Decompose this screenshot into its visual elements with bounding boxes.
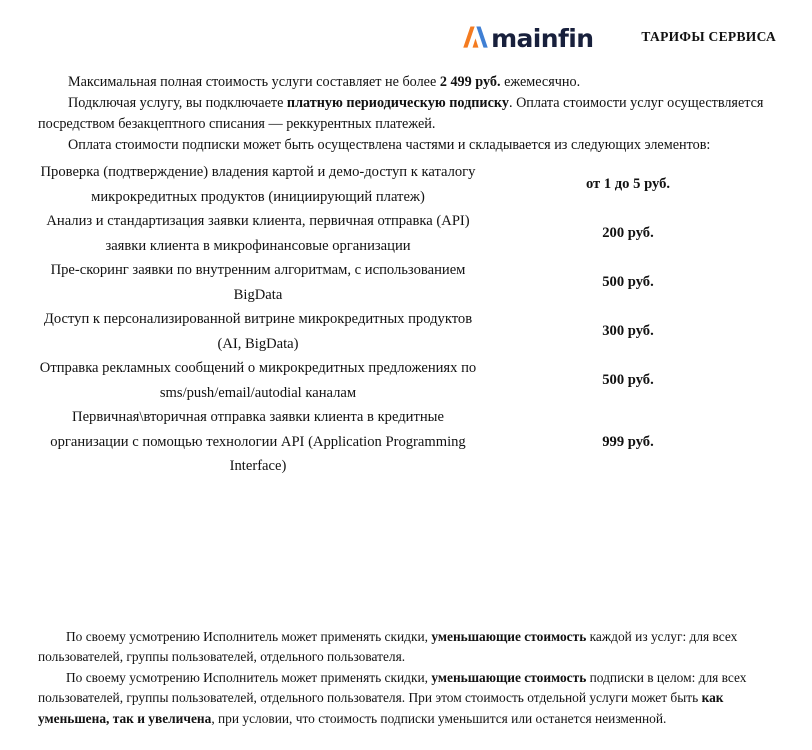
tariff-price: от 1 до 5 руб. [585, 176, 671, 193]
outro-paragraph-1 [38, 627, 786, 668]
intro-paragraph-1 [38, 72, 778, 93]
tariff-price: 999 руб. [602, 433, 654, 450]
tariff-service-name: Анализ и стандартизация заявки клиента, первичная отправка (API) заявки клиента в микрофинансовые организации [46, 213, 470, 254]
outro-p2-text-before: По своему усмотрению Исполнитель может применять скидки, [66, 669, 432, 685]
tariff-service-name: Отправка рекламных сообщений о микрокредитных предложениях по sms/push/email/autodial каналам [39, 360, 477, 401]
intro-p2-emphasis: платную периодическую подписку [286, 95, 509, 111]
tariff-price: 200 руб. [602, 225, 654, 242]
tariff-price: 300 руб. [602, 323, 654, 340]
document-header [0, 14, 812, 60]
tariff-table-body [38, 160, 778, 479]
tariff-service-name: Доступ к персонализированной витрине микрокредитных продуктов (AI, BigData) [43, 311, 473, 352]
table-row [38, 160, 778, 209]
intro-paragraph-2 [38, 93, 778, 135]
mainfin-a-mark-icon [462, 24, 489, 51]
table-row [38, 356, 778, 405]
tariff-price: 500 руб. [602, 274, 654, 291]
tariff-table [38, 160, 778, 479]
table-row [38, 405, 778, 479]
intro-section [38, 72, 778, 156]
outro-p2-emphasis-1: уменьшающие стоимость [431, 669, 587, 685]
intro-paragraph-3: Оплата стоимости подписки может быть осуществлена частями и складывается из следующих элементов: [68, 137, 711, 153]
outro-p1-text-after: каждой из услуг: для всех пользователей, группы пользователей, отдельного пользователя. [38, 629, 738, 665]
outro-p2-text-middle: подписки в целом: для всех пользователей, группы пользователей, отдельного пользователя. При этом стоимость отдельной услуги может быть [38, 669, 747, 706]
outro-p1-emphasis: уменьшающие стоимость [431, 629, 587, 644]
tariff-price: 500 руб. [602, 372, 654, 389]
tariff-service-name: Пре-скоринг заявки по внутренним алгоритмам, с использованием BigData [50, 262, 466, 303]
outro-section [38, 627, 786, 729]
intro-p1-amount: 2 499 руб. [439, 74, 501, 90]
tariff-service-name: Первичная\вторичная отправка заявки клиента в кредитные организации с помощью технологии API (Application Programming Interface) [50, 409, 466, 474]
outro-p2-emphasis-2: как уменьшена, так и увеличена [38, 690, 724, 726]
tariff-service-name: Проверка (подтверждение) владения картой и демо-доступ к каталогу микрокредитных продуктов (инициирующий платеж) [40, 164, 476, 205]
outro-p2-text-after: , при условии, что стоимость подписки уменьшится или останется неизменной. [211, 710, 667, 726]
page-title: ТАРИФЫ СЕРВИСА [641, 29, 776, 44]
mainfin-wordmark: mainfin [491, 23, 594, 53]
intro-p1-text-after: ежемесячно. [500, 74, 581, 90]
outro-paragraph-2 [38, 668, 786, 729]
intro-p1-text-before: Максимальная полная стоимость услуги составляет не более [68, 74, 440, 90]
outro-p1-text-before: По своему усмотрению Исполнитель может применять скидки, [66, 629, 432, 644]
table-row [38, 307, 778, 356]
intro-p2-text-after: . Оплата стоимости услуг осуществляется посредством безакцептного списания — реккурентных платежей. [38, 95, 764, 132]
table-row [38, 258, 778, 307]
intro-p2-text-before: Подключая услугу, вы подключаете [68, 95, 287, 111]
table-row [38, 209, 778, 258]
mainfin-logo [462, 24, 593, 51]
